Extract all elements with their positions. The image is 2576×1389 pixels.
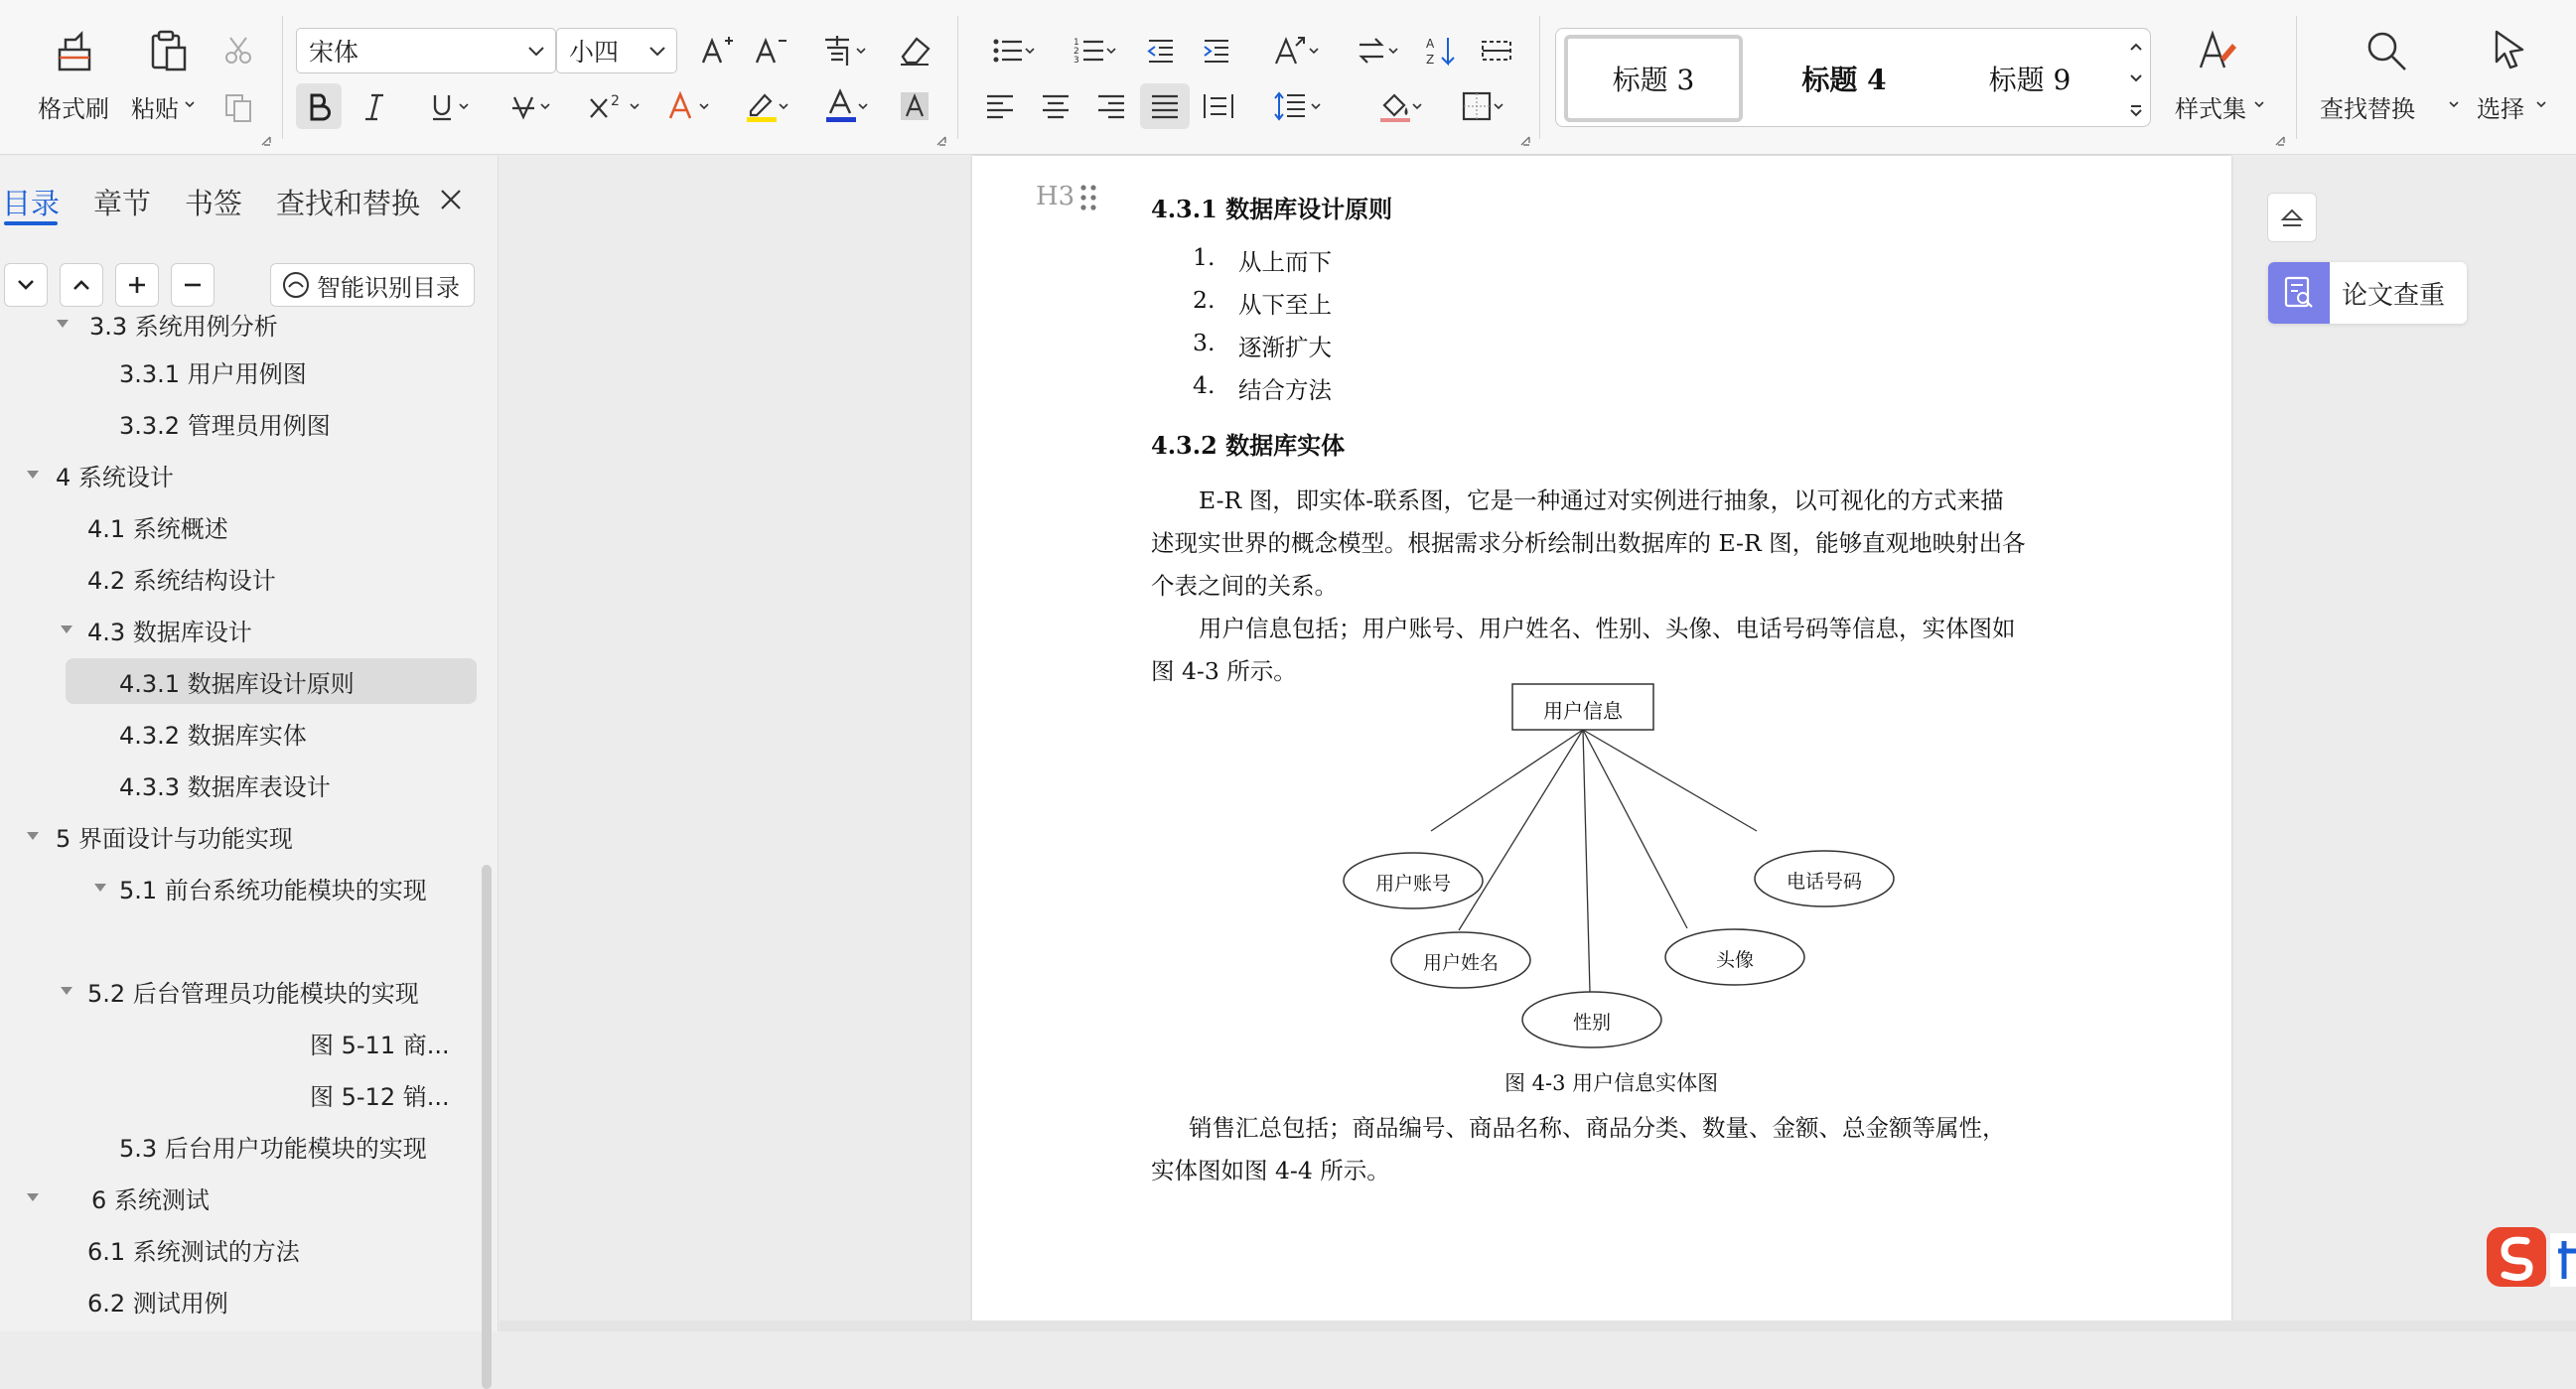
chevron-down-icon [1106,46,1116,56]
outdent-icon [1145,35,1177,67]
bullet-list-icon [992,35,1024,67]
toc-item[interactable]: 3.3.1 用户用例图 [119,359,307,388]
align-right-button[interactable] [1088,83,1134,129]
svg-text:Z: Z [1426,53,1435,67]
style-set-label: 样式集 [2175,95,2246,123]
chevron-down-icon [1388,46,1398,56]
chevron-down-icon [1311,101,1321,111]
tab-bookmarks[interactable]: 书签 [185,187,243,220]
svg-text:2: 2 [1073,47,1079,57]
chevron-down-icon [16,275,36,295]
justify-button[interactable] [1140,83,1190,129]
paragraph-line: 销售汇总包括；商品编号、商品名称、商品分类、数量、金额、总金额等属性， [1189,1114,2006,1142]
select-label: 选择 [2477,95,2524,123]
font-color-button[interactable] [810,83,872,129]
clipboard-dialog-launcher-icon[interactable] [260,135,272,147]
separator [957,16,958,139]
gallery-expand-icon[interactable] [2128,104,2144,118]
align-left-icon [985,91,1015,121]
tab-toc[interactable]: 目录 [2,187,61,220]
paragraph-shading-button[interactable] [1364,83,1426,129]
tab-find-replace[interactable]: 查找和替换 [276,187,421,220]
text-effect-button[interactable] [651,83,713,129]
highlight-color-button[interactable] [731,83,792,129]
active-tab-indicator [4,221,58,225]
er-attribute-label: 电话号码 [1786,871,1862,893]
phonetic-guide-button[interactable] [806,28,870,73]
paste-label: 粘贴 [131,95,179,123]
paragraph-line: 用户信息包括；用户账号、用户姓名、性别、头像、电话号码等信息，实体图如 [1199,615,2016,642]
eraser-icon [897,33,932,69]
shading-icon [899,90,930,122]
chevron-down-icon [1025,46,1035,56]
eject-icon [2279,206,2305,229]
line-spacing-icon [1273,89,1307,123]
superscript-icon [587,91,631,121]
chevron-down-icon [2536,99,2546,109]
horizontal-scrollbar[interactable] [500,1320,2576,1331]
search-icon [2363,28,2409,73]
list-number: 1. [1193,243,1216,271]
borders-button[interactable] [1446,83,1507,129]
ime-logo-icon[interactable] [2487,1223,2576,1293]
nav-scrollbar[interactable] [482,865,492,1389]
format-painter-button[interactable] [30,28,119,123]
increase-font-size-button[interactable] [695,28,739,73]
show-hide-marks-button[interactable] [1474,28,1519,73]
list-item: 结合方法 [1238,376,1332,404]
clear-format-button[interactable] [892,28,937,73]
numbered-list-icon [1073,35,1105,67]
heading-level-marker: H3 [1036,182,1075,211]
triangle-down-icon [60,623,73,636]
chevron-down-icon [856,46,866,56]
paragraph-line: 个表之间的关系。 [1151,572,1338,600]
toc-item[interactable]: 3.3.2 管理员用例图 [119,411,331,440]
chevron-down-icon [699,101,709,111]
triangle-down-icon [60,984,73,998]
toc-item-selected[interactable]: 4.3.1 数据库设计原则 [66,658,477,704]
copy-button[interactable] [218,87,258,127]
chevron-down-icon [459,101,469,111]
er-attribute-label: 性别 [1572,1012,1611,1034]
copy-icon [222,91,254,123]
paragraph-line: E-R 图，即实体-联系图，它是一种通过对实例进行抽象，以可视化的方式来描 [1199,486,2004,514]
cut-button[interactable] [218,30,258,69]
chevron-down-icon [858,101,868,111]
er-relation-line [1431,730,1583,831]
toc-item[interactable]: 6.2 测试用例 [87,1289,228,1318]
plagiarism-label: 论文查重 [2342,280,2446,311]
toc-item[interactable]: 5.1 前台系统功能模块的实现 [89,865,477,910]
toc-item[interactable]: 6 系统测试 [26,1175,477,1220]
close-icon[interactable] [439,188,463,211]
style-set-icon [2195,28,2238,73]
chevron-down-icon [2449,99,2459,109]
document-search-icon [2268,262,2330,324]
indent-icon [1201,35,1232,67]
decrease-font-size-button[interactable] [749,28,792,73]
tab-chapters[interactable]: 章节 [93,187,152,220]
font-name-value: 宋体 [309,38,359,67]
chevron-down-icon [527,43,545,61]
figure-caption: 图 4-3 用户信息实体图 [1504,1071,1719,1095]
er-relation-line [1459,730,1583,930]
separator [2296,16,2297,139]
phonetic-icon [819,32,857,69]
format-painter-label: 格式刷 [38,95,109,123]
er-entity-label: 用户信息 [1543,699,1623,723]
strikethrough-button[interactable] [493,83,554,129]
style-heading-4[interactable]: 标题 4 [1801,64,1887,96]
chevron-down-icon [648,43,666,61]
gallery-scroll-down-icon[interactable] [2128,72,2144,84]
paragraph-marks-icon [1480,36,1513,66]
toc-item[interactable]: 3.3 系统用例分析 [60,301,477,347]
chevron-up-icon [72,275,91,295]
superscript-button[interactable] [574,83,644,129]
svg-text:1: 1 [1073,38,1079,48]
plagiarism-check-button[interactable] [2268,262,2467,324]
chevron-down-icon [1412,101,1422,111]
font-size-value: 小四 [569,38,620,67]
align-right-icon [1096,91,1126,121]
toc-item[interactable]: 4.3.3 数据库表设计 [119,772,331,801]
line-spacing-button[interactable] [1255,83,1325,129]
align-center-button[interactable] [1033,83,1078,129]
text-direction-button[interactable] [1253,28,1323,73]
heading-4-3-2: 4.3.2 数据库实体 [1151,431,1346,460]
triangle-down-icon [26,1190,40,1204]
paragraph-line: 实体图如图 4-4 所示。 [1151,1157,1390,1184]
chevron-down-icon [630,101,640,111]
svg-text:A: A [1426,37,1435,51]
clipboard-icon [145,28,191,73]
justify-icon [1150,91,1180,121]
svg-text:2: 2 [611,93,620,109]
chevron-down-icon [1494,101,1503,111]
list-item: 从上而下 [1238,248,1332,276]
chevron-down-icon [540,101,550,111]
toc-item[interactable]: 4.2 系统结构设计 [87,566,276,595]
smart-recognize-icon [281,270,311,300]
underline-button[interactable] [411,83,473,129]
paste-button[interactable] [127,28,209,123]
toc-item[interactable]: 4.1 系统概述 [87,514,228,543]
triangle-down-icon [93,881,107,895]
decrease-indent-button[interactable] [1138,28,1184,73]
font-color-icon [824,89,858,123]
chevron-down-icon [2254,99,2264,109]
list-number: 2. [1193,286,1216,314]
bold-button[interactable] [296,83,342,129]
toc-tree [0,312,479,1331]
highlighter-icon [745,89,779,123]
distributed-align-button[interactable] [1196,83,1241,129]
paint-bucket-icon [1378,89,1412,123]
italic-icon [359,91,389,121]
document-page[interactable] [972,156,2231,1327]
sort-icon [1424,34,1458,68]
triangle-down-icon [26,829,40,843]
select-button[interactable] [2469,28,2562,123]
style-heading-9[interactable]: 标题 9 [1988,64,2072,96]
expand-all-button[interactable] [4,263,48,307]
separator [282,16,283,139]
toc-item[interactable]: 5.2 后台管理员功能模块的实现 [58,968,477,1014]
font-size-select[interactable] [556,28,677,73]
list-item: 从下至上 [1238,291,1332,319]
toc-item[interactable]: 图 5-12 销... [310,1082,450,1111]
cursor-icon [2489,28,2530,73]
chevron-down-icon [1309,46,1319,56]
bullet-list-button[interactable] [977,28,1039,73]
sort-button[interactable] [1418,28,1464,73]
separator [1539,16,1540,139]
borders-icon [1461,90,1493,122]
find-replace-label: 查找替换 [2320,95,2415,123]
paragraph-direction-button[interactable] [1341,28,1402,73]
font-shrink-icon [753,33,788,69]
smart-toc-label: 智能识别目录 [317,273,460,302]
navigation-pane [0,156,499,1331]
style-set-button[interactable] [2167,28,2266,123]
swap-direction-icon [1356,35,1387,67]
toc-item[interactable]: 5 界面设计与功能实现 [26,813,477,859]
er-relation-line [1583,730,1590,992]
ribbon-toolbar [0,0,2576,155]
italic-button[interactable] [352,83,397,129]
minus-icon [183,275,203,295]
toc-item[interactable]: 5.3 后台用户功能模块的实现 [119,1134,427,1163]
underline-icon [427,91,457,121]
heading-4-3-1: 4.3.1 数据库设计原则 [1151,195,1393,223]
toc-item[interactable]: 图 5-11 商... [310,1031,450,1059]
styles-gallery [1555,28,2151,127]
drag-handle-icon[interactable] [1079,184,1097,211]
toc-item[interactable]: 6.1 系统测试的方法 [87,1237,300,1266]
paragraph-line: 述现实世界的概念模型。根据需求分析绘制出数据库的 E-R 图，能够直观地映射出各 [1151,529,2026,557]
styles-dialog-launcher-icon[interactable] [2274,135,2286,147]
gallery-scroll-up-icon[interactable] [2128,41,2144,53]
font-name-select[interactable] [296,28,556,73]
text-effect-icon [666,90,698,122]
text-direction-icon [1270,34,1306,68]
align-center-icon [1041,91,1071,121]
svg-text:3: 3 [1073,56,1079,66]
align-left-button[interactable] [977,83,1023,129]
paragraph-line: 图 4-3 所示。 [1151,657,1297,685]
er-attribute-label: 头像 [1715,949,1754,971]
distribute-icon [1203,90,1234,122]
bold-icon [304,91,334,121]
collapse-panel-button[interactable] [2267,193,2317,242]
list-number: 3. [1193,329,1216,356]
list-number: 4. [1193,371,1216,399]
style-heading-3[interactable]: 标题 3 [1564,35,1743,122]
plus-icon [127,275,147,295]
er-attribute-label: 用户账号 [1374,873,1451,895]
list-item: 逐渐扩大 [1238,334,1332,361]
chevron-down-icon [779,101,788,111]
toc-item[interactable]: 4 系统设计 [26,452,477,497]
toc-item[interactable]: 4.3 数据库设计 [58,607,477,652]
er-attribute-label: 用户姓名 [1422,952,1499,974]
font-dialog-launcher-icon[interactable] [935,135,947,147]
paragraph-dialog-launcher-icon[interactable] [1519,135,1531,147]
triangle-down-icon [26,468,40,482]
numbered-list-button[interactable] [1059,28,1120,73]
toc-item[interactable]: 4.3.2 数据库实体 [119,721,307,750]
format-painter-icon [52,28,97,73]
font-grow-icon [699,33,735,69]
scissors-icon [222,34,254,66]
character-shading-button[interactable] [892,83,937,129]
er-diagram[interactable] [1300,682,1935,1049]
triangle-down-icon [56,317,70,331]
document-area [500,156,2227,1331]
find-replace-button[interactable] [2314,28,2463,123]
chevron-down-icon [185,99,195,109]
increase-indent-button[interactable] [1194,28,1239,73]
strikethrough-icon [508,91,538,121]
